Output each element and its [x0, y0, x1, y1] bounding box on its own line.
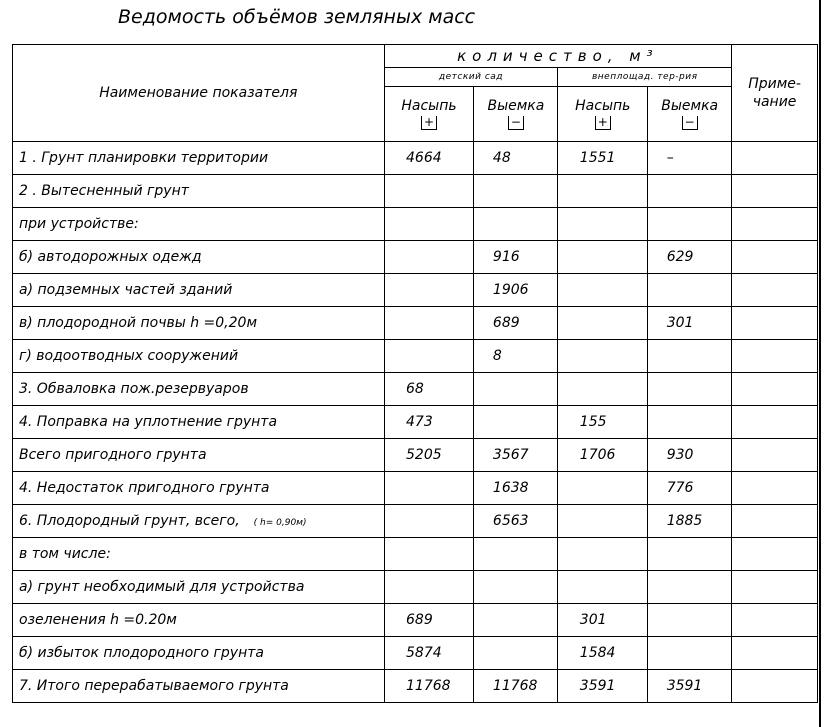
cell-value: 3567 — [492, 447, 529, 463]
cell-v1 — [384, 241, 474, 274]
header-quantity: количество, м³ — [384, 45, 732, 68]
cell-v4 — [648, 274, 732, 307]
cell-v4 — [648, 472, 732, 505]
row-label-text: б) автодорожных одежд — [19, 249, 202, 265]
cell-value: 301 — [666, 315, 694, 331]
row-label-text: а) подземных частей зданий — [19, 282, 233, 298]
cell-v3 — [558, 439, 648, 472]
row-label — [13, 406, 385, 439]
row-label — [13, 604, 385, 637]
cell-v4 — [648, 439, 732, 472]
cell-note — [732, 505, 818, 538]
cell-note — [732, 406, 818, 439]
table-row — [13, 340, 818, 373]
cell-v1 — [384, 340, 474, 373]
header-note-text: Приме- чание — [748, 76, 801, 110]
row-label-text: 2 . Вытесненный грунт — [19, 183, 189, 199]
table-row — [13, 505, 818, 538]
cell-v4 — [648, 604, 732, 637]
minus-sign: − — [682, 116, 698, 130]
row-label-text: озеленения h =0.20м — [19, 612, 177, 628]
cell-v1 — [384, 208, 474, 241]
table-row — [13, 439, 818, 472]
header-note — [732, 45, 818, 142]
cell-value: 916 — [492, 249, 520, 265]
table-row — [13, 637, 818, 670]
cell-v1 — [384, 571, 474, 604]
cell-v1 — [384, 439, 474, 472]
row-label-text: а) грунт необходимый для устройства — [19, 579, 305, 595]
header-cut-2 — [648, 87, 732, 142]
cell-value: 1706 — [579, 447, 616, 463]
cell-v3 — [558, 175, 648, 208]
row-label — [13, 637, 385, 670]
cell-v1 — [384, 307, 474, 340]
table-row — [13, 373, 818, 406]
cell-value: 68 — [406, 381, 424, 397]
cell-v3 — [558, 505, 648, 538]
table-row — [13, 406, 818, 439]
cell-v1 — [384, 175, 474, 208]
cell-v4 — [648, 307, 732, 340]
cell-value: 11768 — [492, 678, 538, 694]
header-group-kindergarten: детский сад — [384, 68, 558, 87]
cell-note — [732, 637, 818, 670]
cell-note — [732, 241, 818, 274]
cell-value: 930 — [666, 447, 694, 463]
row-label — [13, 142, 385, 175]
cell-v4 — [648, 406, 732, 439]
fill-label: Насыпь — [401, 98, 457, 114]
cell-v2 — [474, 373, 558, 406]
cell-v1 — [384, 406, 474, 439]
cell-v4 — [648, 637, 732, 670]
header-fill-1 — [384, 87, 474, 142]
cell-v2 — [474, 142, 558, 175]
cell-v2 — [474, 637, 558, 670]
cell-v3 — [558, 307, 648, 340]
cut-label: Выемка — [487, 98, 545, 114]
cell-v2 — [474, 472, 558, 505]
row-label-text: 3. Обваловка пож.резервуаров — [19, 381, 249, 397]
cell-value: 776 — [666, 480, 694, 496]
cell-v3 — [558, 538, 648, 571]
row-label-text: б) избыток плодородного грунта — [19, 645, 264, 661]
cell-v2 — [474, 670, 558, 703]
row-label — [13, 208, 385, 241]
cell-v3 — [558, 472, 648, 505]
earthwork-volume-table — [12, 44, 818, 703]
cell-value: 5205 — [406, 447, 442, 463]
cell-note — [732, 538, 818, 571]
cell-v1 — [384, 538, 474, 571]
cell-v2 — [474, 505, 558, 538]
cell-value: 1551 — [579, 150, 616, 166]
table-row — [13, 175, 818, 208]
row-label-text: 4. Недостаток пригодного грунта — [19, 480, 270, 496]
cell-v1 — [384, 142, 474, 175]
cell-v1 — [384, 472, 474, 505]
row-label — [13, 175, 385, 208]
cell-v1 — [384, 373, 474, 406]
row-label — [13, 274, 385, 307]
row-label-text: 1 . Грунт планировки территории — [19, 150, 269, 166]
cell-v4 — [648, 208, 732, 241]
cell-v2 — [474, 175, 558, 208]
row-label — [13, 538, 385, 571]
row-label-text: в) плодородной почвы h =0,20м — [19, 315, 258, 331]
page-title: Ведомость объёмов земляных масс — [118, 6, 476, 28]
row-label-text: Всего пригодного грунта — [19, 447, 207, 463]
cell-v2 — [474, 274, 558, 307]
header-group-offsite: внеплощад. тер-рия — [558, 68, 732, 87]
row-label — [13, 439, 385, 472]
cell-note — [732, 274, 818, 307]
row-label-text: 7. Итого перерабатываемого грунта — [19, 678, 289, 694]
row-label — [13, 670, 385, 703]
cell-v4 — [648, 175, 732, 208]
cell-v4 — [648, 670, 732, 703]
cell-value: 689 — [492, 315, 520, 331]
cell-value: 3591 — [579, 678, 616, 694]
cell-v2 — [474, 538, 558, 571]
cell-v3 — [558, 406, 648, 439]
table-row — [13, 670, 818, 703]
cell-value: 48 — [492, 150, 511, 166]
plus-sign: + — [595, 116, 611, 130]
cell-value: 6563 — [492, 513, 529, 529]
row-label-text: в том числе: — [19, 546, 111, 562]
cell-value: 4664 — [406, 150, 442, 166]
cell-note — [732, 208, 818, 241]
cell-note — [732, 340, 818, 373]
header-cut-1 — [474, 87, 558, 142]
cell-v3 — [558, 241, 648, 274]
cell-v3 — [558, 571, 648, 604]
cell-value: 1906 — [492, 282, 529, 298]
row-label — [13, 571, 385, 604]
row-label-text: г) водоотводных сооружений — [19, 348, 239, 364]
cell-v2 — [474, 340, 558, 373]
cell-v3 — [558, 208, 648, 241]
cell-v4 — [648, 142, 732, 175]
cell-value: 629 — [666, 249, 694, 265]
cell-value: 1885 — [666, 513, 703, 529]
cell-v2 — [474, 208, 558, 241]
cell-note — [732, 604, 818, 637]
cell-note — [732, 670, 818, 703]
cell-value: 1584 — [579, 645, 616, 661]
table-row — [13, 604, 818, 637]
row-label — [13, 472, 385, 505]
cell-value: 5874 — [406, 645, 442, 661]
cell-v1 — [384, 505, 474, 538]
cell-v1 — [384, 274, 474, 307]
table-row — [13, 307, 818, 340]
row-label — [13, 505, 385, 538]
cell-note — [732, 439, 818, 472]
header-indicator: Наименование показателя — [13, 45, 385, 142]
cell-v1 — [384, 637, 474, 670]
row-label — [13, 241, 385, 274]
cell-note — [732, 373, 818, 406]
cell-v4 — [648, 241, 732, 274]
fill-label: Насыпь — [575, 98, 631, 114]
table-row — [13, 208, 818, 241]
cell-value: 1638 — [492, 480, 529, 496]
cell-v2 — [474, 439, 558, 472]
header-fill-2 — [558, 87, 648, 142]
cell-v2 — [474, 571, 558, 604]
cell-v4 — [648, 340, 732, 373]
table-row — [13, 274, 818, 307]
table-row — [13, 571, 818, 604]
row-label-text: 4. Поправка на уплотнение грунта — [19, 414, 278, 430]
cell-v3 — [558, 670, 648, 703]
table-row — [13, 538, 818, 571]
cell-v3 — [558, 274, 648, 307]
page-frame-line — [819, 0, 821, 727]
cell-v4 — [648, 373, 732, 406]
cell-value: 8 — [492, 348, 502, 364]
cell-value: 3591 — [666, 678, 703, 694]
cell-v2 — [474, 307, 558, 340]
row-label-note: ( h= 0,90м) — [253, 518, 307, 528]
cell-v3 — [558, 373, 648, 406]
cell-note — [732, 307, 818, 340]
cell-note — [732, 142, 818, 175]
cell-note — [732, 571, 818, 604]
cell-value: 473 — [406, 414, 433, 430]
cell-v2 — [474, 604, 558, 637]
cell-note — [732, 175, 818, 208]
cell-v3 — [558, 142, 648, 175]
cell-v1 — [384, 670, 474, 703]
cell-v3 — [558, 340, 648, 373]
cell-v1 — [384, 604, 474, 637]
row-label-text: 6. Плодородный грунт, всего, — [19, 513, 240, 529]
table-row — [13, 142, 818, 175]
cell-note — [732, 472, 818, 505]
cut-label: Выемка — [661, 98, 719, 114]
table-body — [13, 142, 818, 703]
row-label-text: при устройстве: — [19, 216, 139, 232]
cell-v2 — [474, 241, 558, 274]
row-label — [13, 340, 385, 373]
minus-sign: − — [508, 116, 524, 130]
row-label — [13, 307, 385, 340]
cell-value: 301 — [579, 612, 607, 628]
plus-sign: + — [421, 116, 437, 130]
cell-value: 155 — [579, 414, 607, 430]
cell-v4 — [648, 505, 732, 538]
table-row — [13, 472, 818, 505]
cell-v3 — [558, 604, 648, 637]
cell-v4 — [648, 571, 732, 604]
cell-v4 — [648, 538, 732, 571]
table-row — [13, 241, 818, 274]
cell-value: 689 — [406, 612, 433, 628]
cell-value: – — [666, 150, 674, 166]
cell-value: 11768 — [406, 678, 451, 694]
cell-v3 — [558, 637, 648, 670]
row-label — [13, 373, 385, 406]
cell-v2 — [474, 406, 558, 439]
